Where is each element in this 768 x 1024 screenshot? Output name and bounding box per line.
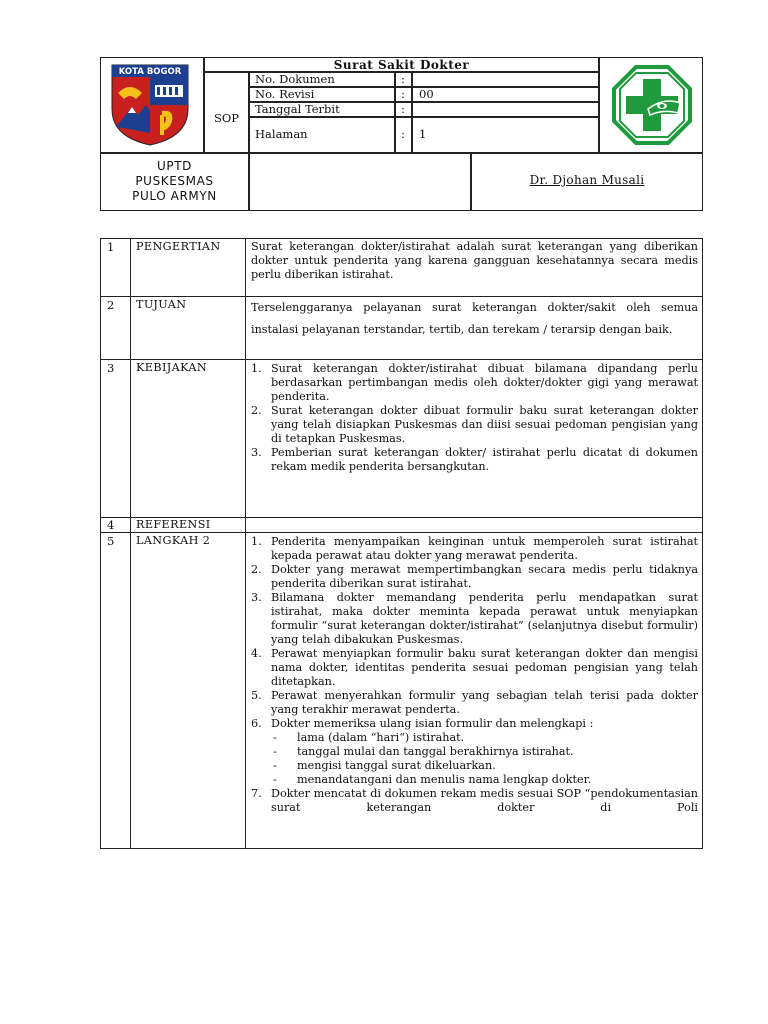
row-number: 4 — [107, 518, 115, 532]
field-label-dokumen: No. Dokumen — [255, 72, 335, 86]
org-line: PUSKESMAS — [135, 174, 214, 188]
langkah-list — [245, 533, 702, 815]
row-referensi — [100, 517, 703, 533]
row-number: 3 — [107, 361, 115, 375]
title-cell — [204, 57, 599, 72]
sub-list-item: - tanggal mulai dan tanggal berakhirnya istirahat. — [271, 745, 698, 759]
field-value-cell — [412, 117, 599, 153]
field-label-halaman: Halaman — [255, 127, 308, 141]
logo-left-cell — [100, 57, 204, 153]
row-label: KEBIJAKAN — [136, 361, 208, 374]
list-item: 6. Dokter memeriksa ulang isian formulir dan melengkapi : - lama (dalam “hari“) istirahat. - tanggal mulai dan tanggal berakhirnya istirahat. - mengisi tanggal surat dikeluarkan. - menandatangani dan menulis nama lengkap dokter. — [245, 717, 698, 787]
row-pengertian — [100, 238, 703, 297]
row-kebijakan — [100, 359, 703, 518]
row-tujuan — [100, 296, 703, 360]
row-number: 2 — [107, 298, 115, 312]
list-item: 1. Penderita menyampaikan keinginan untuk memperoleh surat istirahat kepada perawat atau dokter yang merawat penderita. — [251, 535, 698, 562]
row-label: REFERENSI — [136, 518, 211, 531]
pengertian-text: Surat keterangan dokter/istirahat adalah surat keterangan yang diberikan dokter untuk penderita yang karena gangguan kesehatannya secara medis perlu diberikan istirahat. — [251, 240, 698, 281]
sub-list-item: - menandatangani dan menulis nama lengkap dokter. — [271, 773, 698, 787]
kebijakan-list — [245, 360, 702, 474]
list-item: 1. Surat keterangan dokter/istirahat dibuat bilamana dipandang perlu berdasarkan pertimbangan medis oleh dokter/dokter gigi yang merawat penderita. — [251, 362, 698, 403]
list-item: 3. Pemberian surat keterangan dokter/ istirahat perlu dicatat di dokumen rekam medik penderita bersangkutan. — [251, 446, 698, 473]
list-item: 4. Perawat menyiapkan formulir baku surat keterangan dokter dan mengisi nama dokter, identitas penderita sesuai pedoman pengisian yang telah ditetapkan. — [251, 647, 698, 688]
field-value-halaman: 1 — [419, 127, 427, 141]
field-sep: : — [401, 102, 405, 116]
sub-list-item: - mengisi tanggal surat dikeluarkan. — [271, 759, 698, 773]
field-label-tanggal: Tanggal Terbit — [255, 102, 340, 116]
kota-bogor-logo — [110, 63, 190, 147]
row-number: 1 — [107, 240, 115, 254]
sop-cell — [204, 72, 249, 153]
signer-name: Dr. Djohan Musali — [529, 173, 645, 187]
field-sep: : — [401, 72, 405, 86]
sop-label: SOP — [213, 111, 240, 125]
field-sep: : — [401, 127, 405, 141]
row-langkah — [100, 532, 703, 849]
list-item: 2. Surat keterangan dokter dibuat formulir baku surat keterangan dokter yang telah disiapkan Puskesmas dan diisi sesuai pedoman pengisian yang di tetapkan Puskesmas. — [251, 404, 698, 445]
field-label-revisi: No. Revisi — [255, 87, 315, 101]
puskesmas-logo — [612, 65, 692, 145]
list-item: 5. Perawat menyerahkan formulir yang sebagian telah terisi pada dokter yang terakhir merawat penderta. — [251, 689, 698, 716]
tujuan-text: Terselenggaranya pelayanan surat keterangan dokter/sakit oleh semua instalasi pelayanan terstandar, tertib, dan terekam / terarsip dengan baik. — [251, 301, 698, 336]
list-item: 3. Bilamana dokter memandang penderita perlu mendapatkan surat istirahat, maka dokter meminta kepada perawat untuk menyiapkan formulir “surat keterangan dokter/istirahat” (selanjutnya disebut formulir) yang telah dibakukan Puskesmas. — [251, 591, 698, 646]
field-value-cell — [412, 87, 599, 102]
doc-title: Surat Sakit Dokter — [333, 58, 470, 72]
org-line: UPTD — [157, 159, 192, 173]
sub-list — [271, 731, 698, 787]
row-label: LANGKAH 2 — [136, 534, 211, 547]
field-value-cell — [412, 72, 599, 87]
field-sep: : — [401, 87, 405, 101]
row-number: 5 — [107, 534, 115, 548]
org-cell — [100, 153, 249, 211]
field-value-cell — [412, 102, 599, 117]
row-label: TUJUAN — [136, 298, 187, 311]
list-item: 7. Dokter mencatat di dokumen rekam medis sesuai SOP “pendokumentasian surat keterangan dokter di Poli — [251, 787, 698, 814]
logo-right-cell — [599, 57, 703, 153]
header-table — [100, 57, 703, 211]
signer-cell — [471, 153, 703, 211]
field-value-revisi: 00 — [419, 87, 434, 101]
blank-cell — [249, 153, 471, 211]
logo-left-text: KOTA BOGOR — [118, 67, 182, 77]
list-item: 2. Dokter yang merawat mempertimbangkan secara medis perlu tidaknya penderita diberikan surat istirahat. — [251, 563, 698, 590]
sub-list-item: - lama (dalam “hari“) istirahat. — [271, 731, 698, 745]
row-label: PENGERTIAN — [136, 240, 221, 253]
org-line: PULO ARMYN — [132, 189, 217, 203]
